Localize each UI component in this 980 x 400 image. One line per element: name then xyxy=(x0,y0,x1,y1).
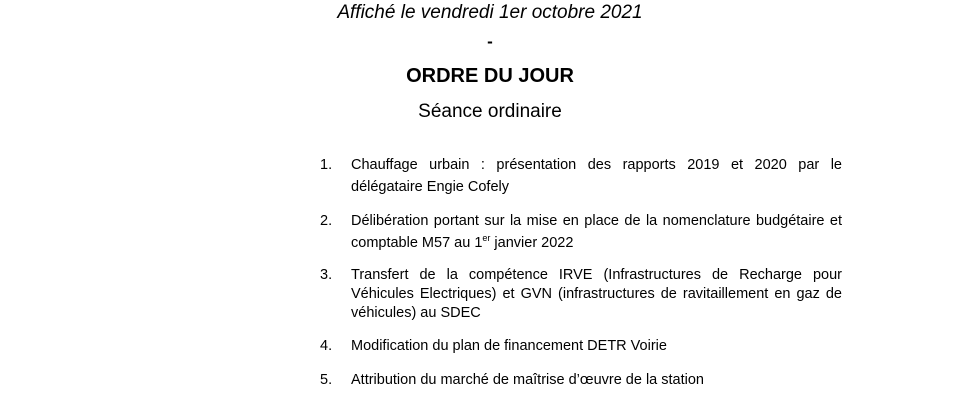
agenda-item-4 xyxy=(320,335,842,357)
page-title: ORDRE DU JOUR xyxy=(406,65,574,87)
page-subtitle: Séance ordinaire xyxy=(418,101,562,122)
separator-dash: - xyxy=(487,32,493,51)
agenda-item-text: Attribution du marché de maîtrise d’œuvre de la station xyxy=(351,372,704,388)
agenda-item-text: Chauffage urbain : présentation des rapports 2019 et 2020 par le délégataire Engie Cofely xyxy=(351,157,842,195)
agenda-item-3 xyxy=(320,266,842,323)
ordinal-superscript: er xyxy=(482,233,491,244)
agenda-item-number: 1. xyxy=(320,157,333,173)
agenda-list xyxy=(320,154,842,400)
agenda-item-number: 3. xyxy=(320,267,333,283)
agenda-item-5 xyxy=(320,369,842,391)
agenda-item-text: Transfert de la compétence IRVE (Infrastructures de Recharge pour Véhicules Electriques) et GVN (infrastructures de ravitaillement en gaz de véhicules) au SDEC xyxy=(351,267,842,321)
agenda-item-text-end: janvier 2022 xyxy=(490,235,574,251)
agenda-item-number: 5. xyxy=(320,372,333,388)
posted-date: Affiché le vendredi 1er octobre 2021 xyxy=(337,2,643,23)
agenda-item-2 xyxy=(320,210,842,254)
agenda-item-text-main: Délibération portant sur la mise en place de la nomenclature budgétaire et comptable M57 au 1 xyxy=(351,213,842,251)
agenda-item-number: 2. xyxy=(320,213,333,229)
agenda-item-1 xyxy=(320,154,842,198)
agenda-item-number: 4. xyxy=(320,338,333,354)
agenda-item-text xyxy=(351,210,842,254)
agenda-item-text: Modification du plan de financement DETR Voirie xyxy=(351,338,667,354)
